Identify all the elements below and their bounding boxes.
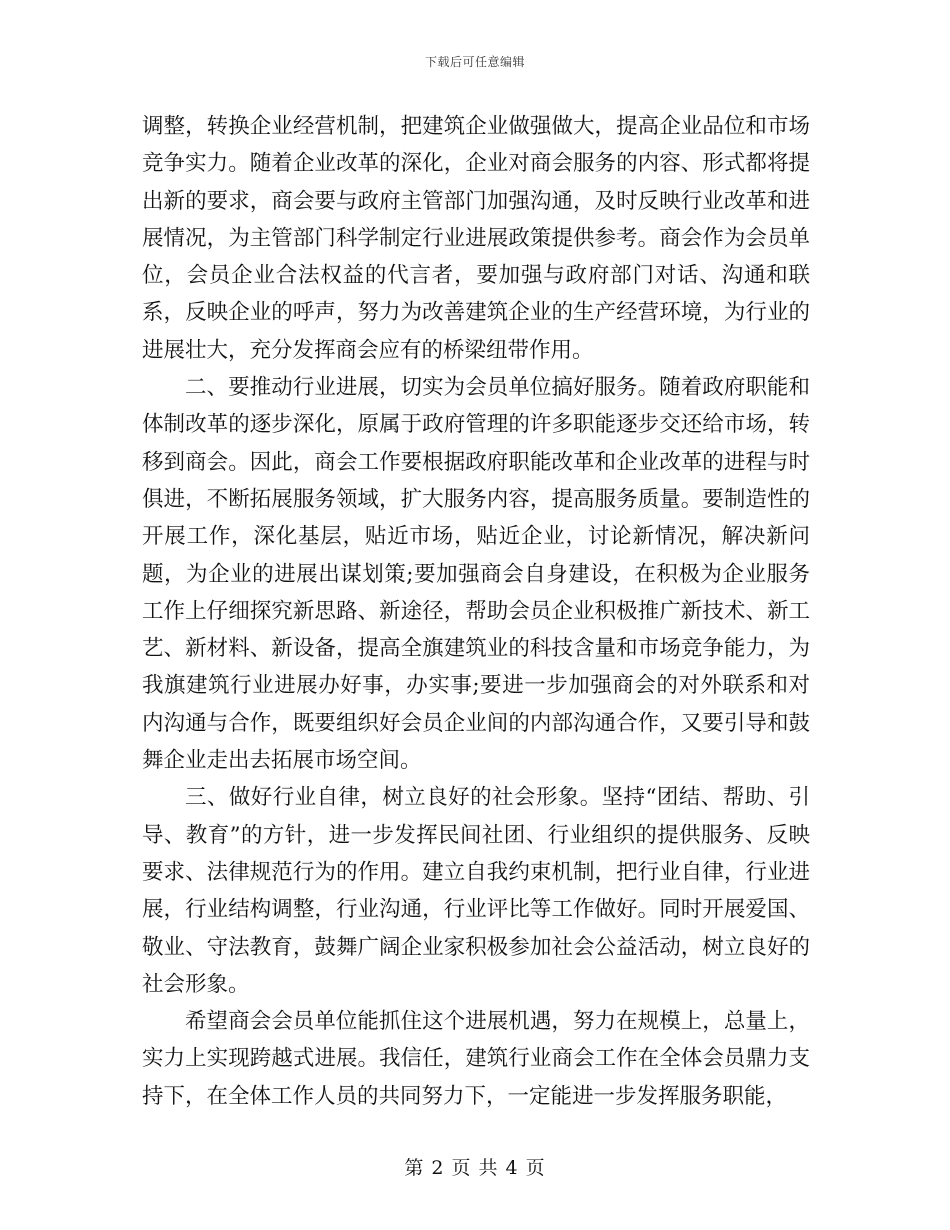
paragraph-4: 希望商会会员单位能抓住这个进展机遇，努力在规模上，总量上，实力上实现跨越式进展。我信任，建筑行业商会工作在全体会员鼎力支持下，在全体工作人员的共同努力下，一定能进一步发挥服务职能， xyxy=(142,1009,810,1109)
paragraph-2: 二、要推动行业进展，切实为会员单位搞好服务。随着政府职能和体制改革的逐步深化，原属于政府管理的许多职能逐步交还给市场，转移到商会。因此，商会工作要根据政府职能改革和企业改革的进程与时俱进，不断拓展服务领域，扩大服务内容，提高服务质量。要制造性的开展工作，深化基层，贴近市场，贴近企业，讨论新情况，解决新问题，为企业的进展出谋划策;要加强商会自身建设，在积极为企业服务工作上仔细探究新思路、新途径，帮助会员企业积极推广新技术、新工艺、新材料、新设备，提高全旗建筑业的科技含量和市场竞争能力，为我旗建筑行业进展办好事，办实事;要进一步加强商会的对外联系和对内沟通与合作，既要组织好会员企业间的内部沟通合作，又要引导和鼓舞企业走出去拓展市场空间。 xyxy=(142,375,810,774)
page-number: 第 2 页 共 4 页 xyxy=(404,1157,546,1179)
header-note: 下载后可任意编辑 xyxy=(424,55,525,69)
paragraph-3: 三、做好行业自律，树立良好的社会形象。坚持“团结、帮助、引导、教育”的方针，进一步发挥民间社团、行业组织的提供服务、反映要求、法律规范行为的作用。建立自我约束机制，把行业自律，行业进展，行业结构调整，行业沟通，行业评比等工作做好。同时开展爱国、敬业、守法教育，鼓舞广阔企业家积极参加社会公益活动，树立良好的社会形象。 xyxy=(142,785,810,997)
paragraph-1: 调整，转换企业经营机制，把建筑企业做强做大，提高企业品位和市场竞争实力。随着企业改革的深化，企业对商会服务的内容、形式都将提出新的要求，商会要与政府主管部门加强沟通，及时反映行业改革和进展情况，为主管部门科学制定行业进展政策提供参考。商会作为会员单位，会员企业合法权益的代言者，要加强与政府部门对话、沟通和联系，反映企业的呼声，努力为改善建筑企业的生产经营环境，为行业的进展壮大，充分发挥商会应有的桥梁纽带作用。 xyxy=(142,114,810,363)
document-body xyxy=(142,108,810,1115)
